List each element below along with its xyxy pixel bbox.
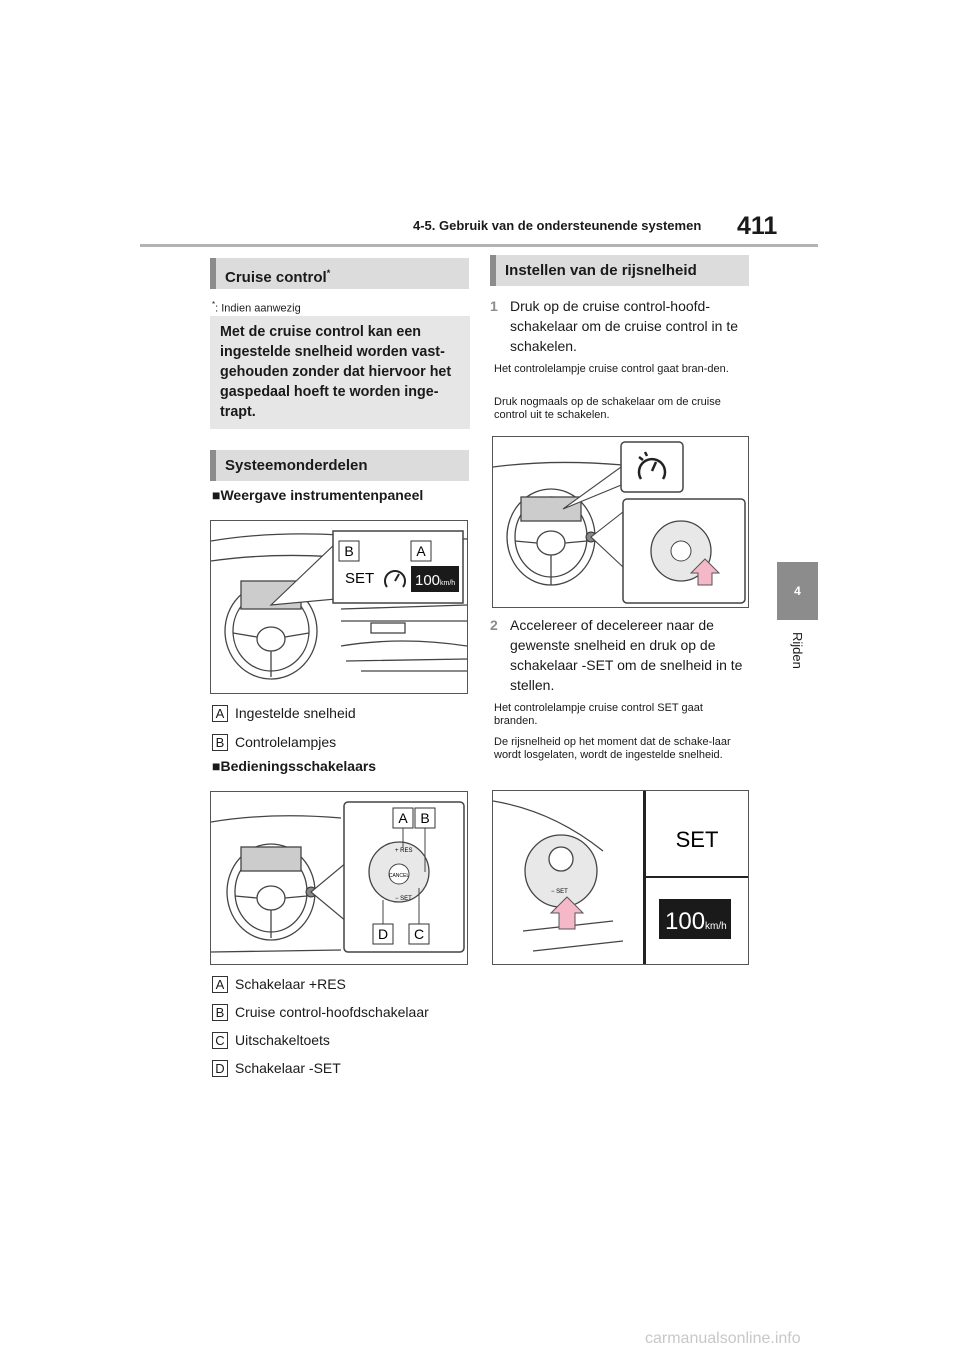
steering-switch-illustration (211, 792, 467, 964)
page-number: 411 (737, 212, 778, 240)
cancel-label: CANCEL (388, 873, 410, 879)
step-number: 1 (490, 298, 498, 314)
legend-text: Uitschakeltoets (235, 1032, 330, 1048)
legend-letter: A (212, 976, 228, 993)
callout-c: C (413, 926, 425, 942)
main-switch-illustration (493, 437, 748, 607)
set-indicator: SET (345, 570, 375, 587)
step-text: Druk op de cruise control-hoofd-schakelaar om de cruise control in te schakelen. (510, 298, 738, 354)
legend-item (212, 700, 356, 726)
footnote (212, 300, 301, 315)
legend-item (212, 971, 429, 997)
set-speed-value: 100 (665, 908, 706, 935)
instrument-subheading: ■Weergave instrumentenpaneel (212, 487, 424, 503)
callout-a: A (416, 543, 426, 559)
legend-letter: A (212, 705, 228, 722)
heading-text: Cruise control (225, 269, 327, 286)
components-heading: Systeemonderdelen (210, 450, 469, 481)
res-label: + RES (395, 848, 413, 854)
legend-letter: B (212, 734, 228, 751)
callout-d: D (377, 926, 389, 942)
legend-item (212, 1027, 429, 1053)
legend-text: Ingestelde snelheid (235, 705, 356, 721)
step-number: 2 (490, 617, 498, 633)
footnote-mark: * (212, 300, 216, 309)
step-2-note-2: De rijsnelheid op het moment dat de schake-laar wordt losgelaten, wordt de ingestelde snelheid. (494, 736, 731, 761)
step-2-note-1: Het controlelampje cruise control SET gaat branden. (494, 702, 703, 727)
legend-text: Controlelampjes (235, 734, 337, 750)
legend-text: Schakelaar +RES (235, 976, 346, 992)
step-2 (490, 615, 750, 695)
legend-item (212, 729, 356, 755)
chapter-tab: 4 (777, 562, 818, 620)
legend-text: Cruise control-hoofdschakelaar (235, 1004, 429, 1020)
speed-unit: km/h (705, 921, 727, 932)
cruise-control-heading (210, 258, 469, 289)
legend-letter: C (212, 1032, 228, 1049)
set-button-label: − SET (551, 889, 568, 895)
header-divider (140, 244, 818, 247)
step-1-note-1: Het controlelampje cruise control gaat bran-den. (494, 363, 729, 375)
main-switch-figure (492, 436, 749, 608)
callout-b: B (420, 810, 430, 826)
intro-box: Met de cruise control kan een ingestelde snelheid worden vast-gehouden zonder dat hiervoor het gaspedaal hoeft te worden inge-trapt. (210, 316, 470, 429)
chapter-label: Rijden (790, 632, 805, 669)
instrument-panel-figure (210, 520, 468, 694)
legend-letter: B (212, 1004, 228, 1021)
step-text: Accelereer of decelereer naar de gewenste snelheid en druk op de schakelaar -SET om de snelheid in te stellen. (510, 617, 743, 693)
step-1 (490, 296, 750, 356)
set-indicator: SET (675, 827, 719, 852)
footnote-text: : Indien aanwezig (215, 302, 301, 315)
set-switch-figure (492, 790, 749, 965)
step-1-note-2: Druk nogmaals op de schakelaar om de cruise control uit te schakelen. (494, 396, 721, 421)
instrument-legend (212, 700, 356, 755)
set-switch-illustration (493, 791, 748, 964)
set-label: − SET (395, 896, 412, 902)
callout-a: A (398, 810, 408, 826)
callout-b: B (344, 543, 354, 559)
speed-unit: km/h (440, 580, 456, 587)
watermark: carmanualsonline.info (645, 1330, 801, 1347)
section-title: 4-5. Gebruik van de ondersteunende systemen (413, 218, 702, 233)
heading-asterisk: * (326, 268, 331, 278)
switch-legend (212, 971, 429, 1081)
legend-item (212, 999, 429, 1025)
set-speed-heading: Instellen van de rijsnelheid (490, 255, 749, 286)
legend-letter: D (212, 1060, 228, 1077)
legend-text: Schakelaar -SET (235, 1060, 341, 1076)
operating-switches-figure (210, 791, 468, 965)
dashboard-illustration (211, 521, 467, 693)
set-speed-value: 100 (415, 572, 441, 589)
switch-subheading: ■Bedieningsschakelaars (212, 758, 377, 774)
legend-item (212, 1055, 429, 1081)
